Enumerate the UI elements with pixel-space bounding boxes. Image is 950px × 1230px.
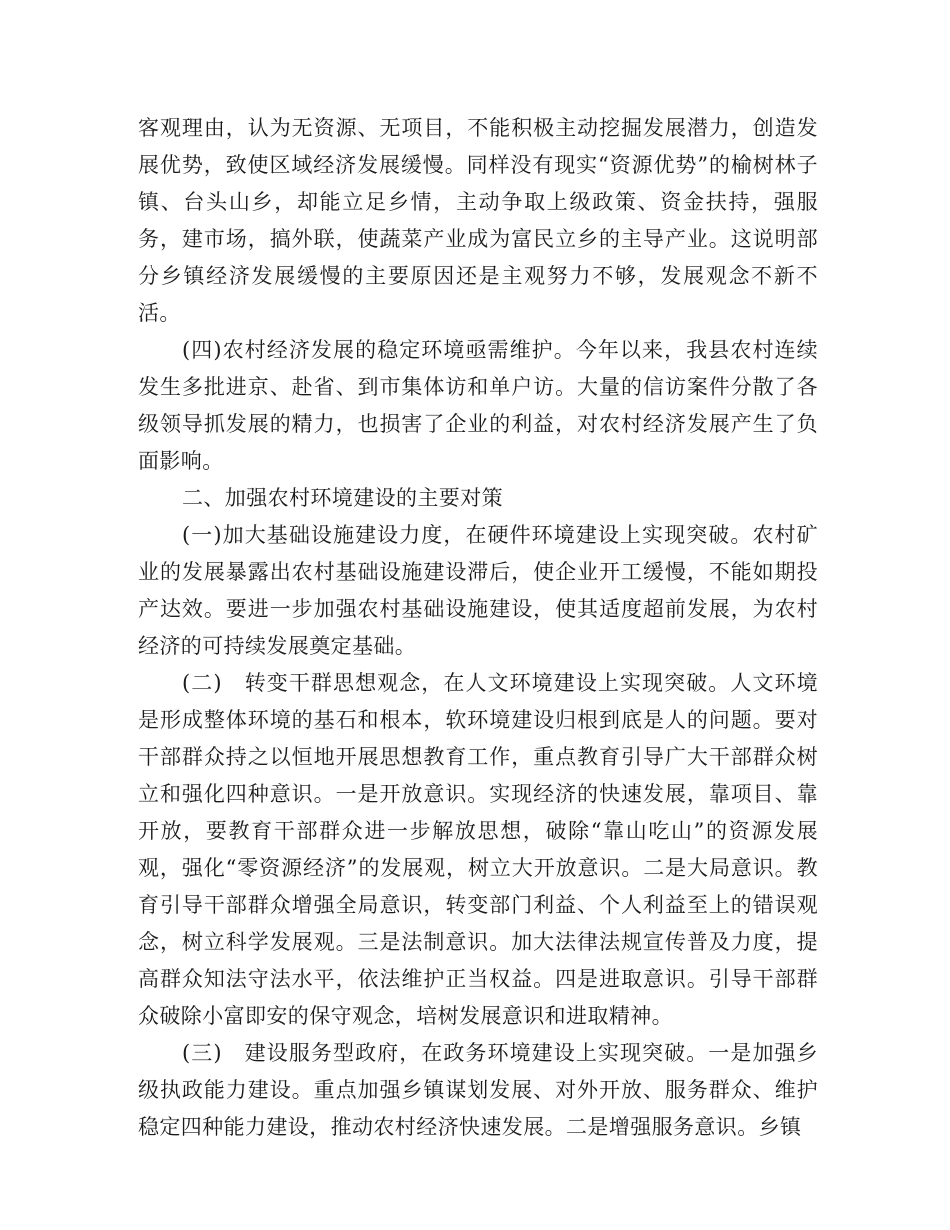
paragraph-5: (三) 建设服务型政府，在政务环境建设上实现突破。一是加强乡级执政能力建设。重点加强乡镇谋划发展、对外开放、服务群众、维护稳定四种能力建设，推动农村经济快速发展。二是增强服务意识。乡镇	[138, 1041, 818, 1139]
document-body	[138, 110, 818, 1146]
paragraph-3: (一)加大基础设施建设力度，在硬件环境建设上实现突破。农村矿业的发展暴露出农村基础设施建设滞后，使企业开工缓慢，不能如期投产达效。要进一步加强农村基础设施建设，使其适度超前发展，为农村经济的可持续发展奠定基础。	[138, 523, 818, 658]
paragraph-2: (四)农村经济发展的稳定环境亟需维护。今年以来，我县农村连续发生多批进京、赴省、到市集体访和单户访。大量的信访案件分散了各级领导抓发展的精力，也损害了企业的利益，对农村经济发展产生了负面影响。	[138, 338, 818, 473]
paragraph-4: (二) 转变干群思想观念，在人文环境建设上实现突破。人文环境是形成整体环境的基石和根本，软环境建设归根到底是人的问题。要对干部群众持之以恒地开展思想教育工作，重点教育引导广大干部群众树立和强化四种意识。一是开放意识。实现经济的快速发展，靠项目、靠开放，要教育干部群众进一步解放思想，破除“靠山吃山”的资源发展观，强化“零资源经济”的发展观，树立大开放意识。二是大局意识。教育引导干部群众增强全局意识，转变部门利益、个人利益至上的错误观念，树立科学发展观。三是法制意识。加大法律法规宣传普及力度，提高群众知法守法水平，依法维护正当权益。四是进取意识。引导干部群众破除小富即安的保守观念，培树发展意识和进取精神。	[138, 671, 818, 1028]
section-heading: 二、加强农村环境建设的主要对策	[182, 486, 503, 510]
paragraph-1: 客观理由，认为无资源、无项目，不能积极主动挖掘发展潜力，创造发展优势，致使区域经济发展缓慢。同样没有现实“资源优势”的榆树林子镇、台头山乡，却能立足乡情，主动争取上级政策、资金扶持，强服务，建市场，搞外联，使蔬菜产业成为富民立乡的主导产业。这说明部分乡镇经济发展缓慢的主要原因还是主观努力不够，发展观念不新不活。	[138, 116, 818, 325]
